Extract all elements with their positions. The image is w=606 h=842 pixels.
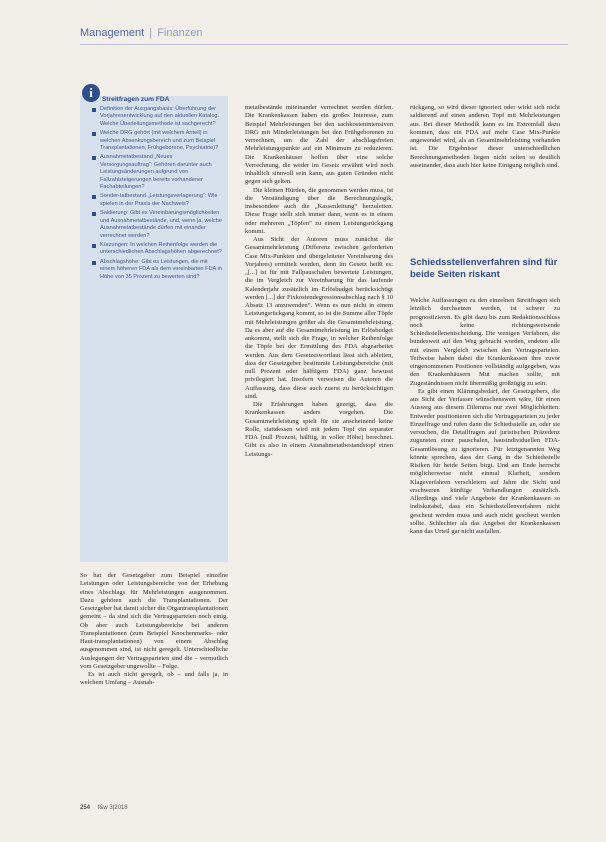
section-header [80,27,202,39]
info-icon: i [82,84,100,102]
page-number: 254 [80,805,91,811]
header-divider [80,44,568,45]
text-column-left [80,572,228,688]
list-item: Saldierung: Gibt es Vereinbarungsmöglichkeiten und Ausnahmetatbestände, und, wenn ja, welche Ausnahmetatbestände dürfen mit einander verrechnet werden? [92,210,222,240]
paragraph: Aus Sicht der Autoren muss zunächst die Gesamtmehrleistung (Differenz zwischen geforderten Case Mix-Punkten und übergeleiteter Vereinbarung des Vorjahres) ermittelt werden, denn im Gesetz heißt es: „[...] ist für mit Fallpauschalen bewertete Leistungen, die im Vergleich zur Vereinbarung für das laufende Kalenderjahr zusätzlich im Erlösbudget berücksichtigt werden [...] der Fixkostendegressionsabschlag nach § 10 Absatz 13 anzuwenden“. Wenn es nun nicht in einem Leistungsrückgang kommt, so ist die Summe aller Töpfe mit Mehrleistungen größer als die Gesamtmehrleistung. Da es aber auf die Gesamtmehrleistung im Erlösbudget ankommt, stellt sich die Frage, in welcher Reihenfolge die Töpfe bei der Ermittlung des FDA abgearbeitet werden. Aus dem Gesetzeswortlaut lässt sich ableiten, dass der Gesetzgeber bestimmte Leistungsbereiche (mit null Prozent oder hälftigem FDA) ganz bewusst privilegiert hat. Insofern verweisen die Autoren die Auffassung, dass diese auch zuerst zu berücksichtigen sind. [245,236,393,400]
info-box-title: Streitfragen zum FDA [102,96,170,103]
text-column-right-top [410,104,560,170]
section-separator: | [149,27,153,39]
paragraph: Welche Auffassungen zu den einzelnen Streitfragen sich letztlich durchsetzen werden, ist schwer zu prognostizieren. Es gibt dazu bis zum Redaktionsschluss noch keine richtungsweisende Schiedsstellenentscheidung. Die wenigen Verfahren, die bundesweit auf den Weg gebracht worden, endeten alle mit einem Vergleich zwischen den Vertragsparteien. Teilweise haben dabei die Krankenkassen ihre zuvor eingenommenen Positionen vollständig aufgegeben, was den Krankenhäusern Mut machen sollte, mit Zugeständnissen nicht übermäßig großzügig zu sein. [410,297,560,387]
paragraph: rückgang, so wird dieser ignoriert oder wirkt sich nicht saldierend auf einen anderen Topf mit Mehrleistungen aus. Bei dieser Methodik kann es im Extremfall dazu kommen, dass ein FDA auf mehr Case Mix-Punkte angewendet wird, als an Gesamtmehrleistung vorhanden ist. Die Ergebnisse dieser unterschiedlichen Berechnungsmethoden liegen nicht selten so deutlich auseinander, dass auch hier keine Einigung möglich sind. [410,104,560,169]
list-item: Welche DRG gehört (mit welchem Anteil) in welchen Absenkungsbereich und zum Beispiel Transplantationen, Frühgeborene, Psychiatrie)? [92,130,222,152]
subsection-label: Finanzen [157,27,203,39]
subheading: Schiedsstellenverfahren sind für beide Seiten riskant [410,257,558,280]
paragraph: Die kleinen Hürden, die genommen werden muss, ist die Verständigung über die Berechnungslogik, insbesondere auch die „Kassenleitung“ herzuleiten. Diese Frage stellt sich immer dann, wenn es in einem oder mehreren „Töpfen“ zu einem Leistungsrückgang kommt. [245,186,393,235]
magazine-issue: f&w 3|2018 [97,805,128,811]
section-label: Management [80,27,145,39]
info-box-list [92,106,222,283]
paragraph: Es ist auch nicht geregelt, ob – und falls ja, in welchem Umfang – Ausnah- [80,671,228,687]
list-item: Definition der Ausgangsbasis: Überführung der Vorjahresentwicklung auf den aktuellen Katalog. Welche Überleitungsmethode ist sachgerecht? [92,106,222,128]
paragraph: So hat der Gesetzgeber zum Beispiel einzelne Leistungen oder Leistungsbereiche von der Erhebung eines Abschlags für Mehrleistungen ausgenommen. Dazu gehören auch die Transplantationen. Der Gesetzgeber hat damit sicher die Organtransplantationen gemeint – da sind sich die Vertragsparteien noch einig. Ob aber auch Leistungsbereiche bei anderen Transplantationen (zum Beispiel Knochenmarks- oder Haut-transplantationen) von einem Abschlag ausgenommen sind, ist nicht geregelt. Unterschiedliche Auslegungen der Vertragsparteien sind die – vermutlich vom Gesetzgeber ungewollte – Folge. [80,572,228,670]
paragraph: metatbestände miteinander verrechnet werden dürfen. Die Krankenkassen haben ein großes Interesse, zum Beispiel Mehrleistungen bei den sachkostenintensiven DRG mit Minderleistungen bei den Frühgeborenen zu verrechnen, um die Zahl der abschlagsfreien Mehrleistungspunkte auf ein Minimum zu reduzieren. Die Krankenhäuser hoffen über eine solche Verrechnung, die weder im Gesetz erwähnt wird noch inhaltlich sinnvoll sein kann, aus guten Gründen nicht gegen sich gelten. [245,104,393,186]
paragraph: Es gibt einen Klärungsbedarf, der Gesetzgebers, die aus Sicht der Verfasser wünschenswert wäre, für einen Ausweg aus diesem Dilemma nur zwei Möglichkeiten: Entweder positionieren sich die Vertragsparteien zu jeder Einzelfrage und rufen dann die Schiedsstelle an, oder sie versuchen, die Detailfragen auf juristischen Präzedenz zugunsten einer pauschalen, hausindividuellen FDA-Gesamtlösung zu ignorieren. Für letztgenannten Weg könnte sprechen, dass der Gang in die Schiedsstelle Risiken für beide Seiten birgt. Und am Ende herrscht möglicherweise nicht einmal Klarheit, sondern Klageverfahren verschleiern auf Jahre die Sicht und erschweren künftige Verhandlungen zusätzlich. Allerdings sind viele Angebote der Krankenkassen so indiskutabel, dass ein Schiedsstellenverfahren nicht gescheut werden muss und auch nicht gescheut werden sollte. Schlechter als das Angebot der Krankenkassen kann das Urteil gar nicht ausfallen. [410,387,560,535]
list-item: Ausnahmetatbestand „Neues Versorgungsauftrag“: Gehören darunter auch Leistungsänderungen aufgrund von Fallzahlsteigerungen bereits vorhandener Fachabteilungen? [92,154,222,191]
page-footer [80,805,128,811]
list-item: Abschlagshöhe: Gibt es Leistungen, die mit einem höheren FDA als dem vereinbarten FDA in Höhe von 35 Prozent zu bewerten sind? [92,259,222,281]
list-item: Kürzungen: In welchen Reihenfolge werden die unterschiedlichen Abschlagshöhen abgerechnet? [92,242,222,257]
text-column-middle [245,104,393,459]
paragraph: Die Erfahrungen haben gezeigt, dass die Krankenkassen anders vorgehen. Die Gesamtmehrleistung spielt für sie anscheinend keine Rolle, stattdessen wird mit jedem Topf ein separater FDA (null Prozent, hälftig, in voller Höhe) berechnet. Gibt es also in einem Ausnahmetatbestandstopf einen Leistungs- [245,401,393,458]
text-column-right-bottom [410,297,560,536]
list-item: Sonder-tatbestand „Leistungsverlagerung“: Wie spielen in der Praxis der Nachweis? [92,193,222,208]
